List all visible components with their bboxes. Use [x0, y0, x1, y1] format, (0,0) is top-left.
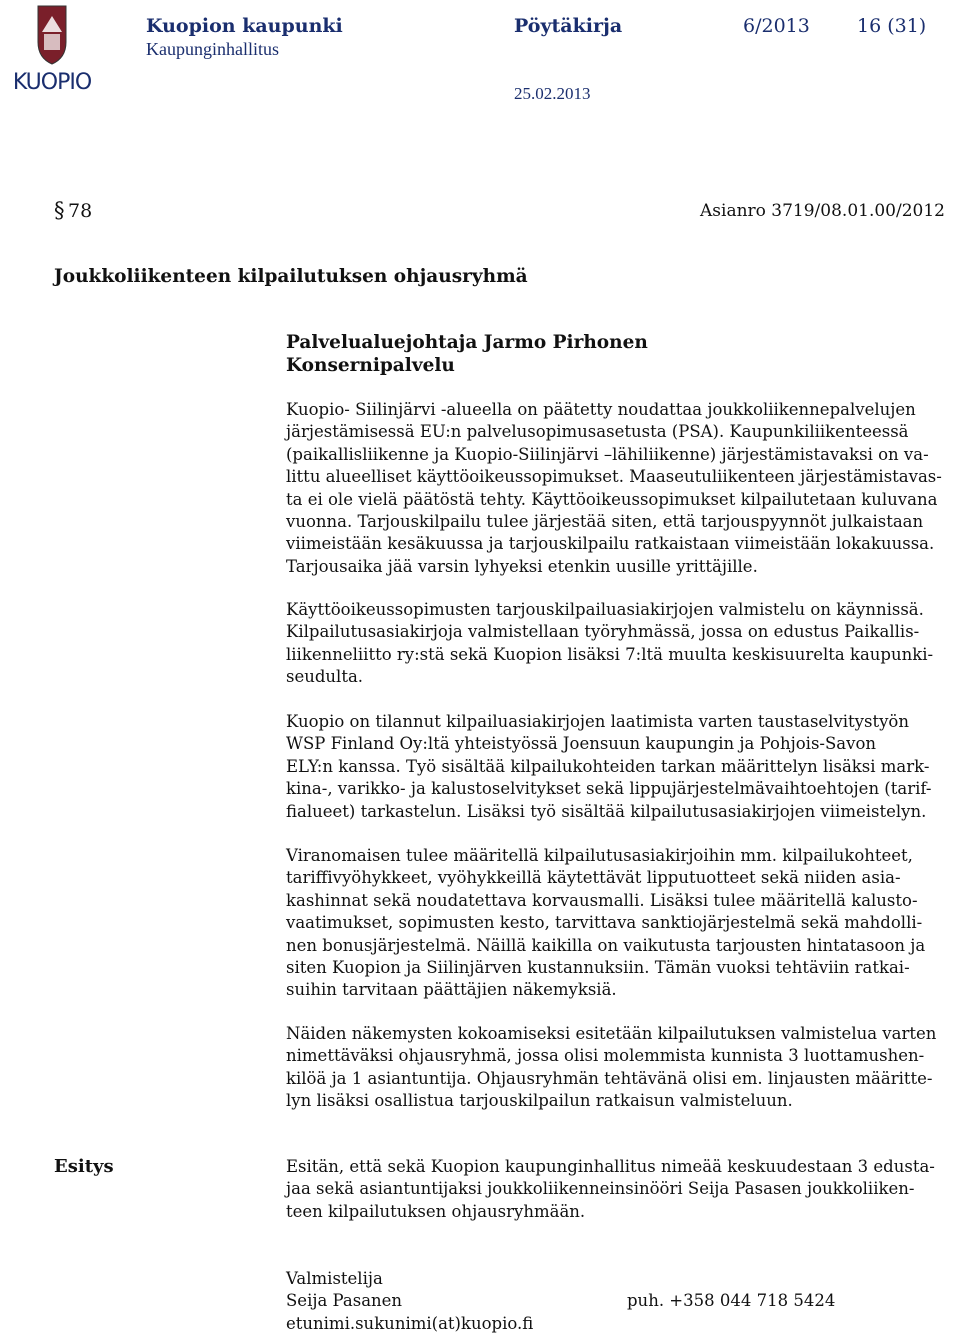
org-name: Kuopion kaupunki [146, 15, 343, 37]
paragraph-5: Näiden näkemysten kokoamiseksi esitetään kilpailutuksen valmistelua varten nimettäväksi ohjausryhmä, jossa olisi molemmista kunnista 3 luottamushen- kilöä ja 1 asiantuntija. Ohjausryhmän tehtävänä olisi em. linjausten määritte- lyn lisäksi osallistua tarjouskilpailun ratkaisun valmisteluun. [286, 1024, 937, 1111]
esitys-text: Esitän, että sekä Kuopion kaupunginhallitus nimeää keskuudestaan 3 edusta- jaa sekä asiantuntijaksi joukkoliikenneinsinööri Seija Pasasen joukkoliiken- teen kilpailutuksen ohjausryhmään. [286, 1157, 935, 1221]
paragraph-1: Kuopio- Siilinjärvi -alueella on päätetty noudattaa joukkoliikennepalvelujen järjestämisessä EU:n palvelusopimusasetusta (PSA). Kaupunkiliikenteessä (paikallisliikenne ja Kuopio-Siilinjärvi –lähiliikenne) järjestämistavaksi on va- littu alueelliset käyttöoikeussopimukset. Maaseutuliikenteen järjestämistavas- ta ei ole vielä päätöstä tehty. Käyttöoikeussopimukset kilpailutetaan kuluvana vuonna. Tarjouskilpailu tulee järjestää siten, että tarjouspyynnöt julkaistaan viimeistään kesäkuussa ja tarjouskilpailu ratkaistaan viimeistään lokakuussa. Tarjousaika jää varsin lyhyeksi etenkin uusille yrittäjille. [286, 400, 942, 576]
section-title: Joukkoliikenteen kilpailutuksen ohjausryhmä [54, 266, 528, 287]
contact-block [286, 1268, 533, 1335]
case-number: Asianro 3719/08.01.00/2012 [700, 201, 945, 221]
body-name: Kaupunginhallitus [146, 39, 279, 59]
meeting-date: 25.02.2013 [514, 84, 591, 103]
preparer-unit: Konsernipalvelu [286, 355, 455, 376]
kuopio-logo [4, 2, 100, 98]
meeting-number: 6/2013 [743, 15, 810, 37]
paragraph-2: Käyttöoikeussopimusten tarjouskilpailuasiakirjojen valmistelu on käynnissä. Kilpailutusasiakirjoja valmistellaan työryhmässä, jossa on edustus Paikallis- liikenneliitto ry:stä sekä Kuopion lisäksi 7:ltä muulta keskisuurelta kaupunki- seudulta. [286, 600, 934, 687]
section-number: 78 [68, 200, 93, 222]
preparer-title: Palvelualuejohtaja Jarmo Pirhonen [286, 332, 648, 353]
doc-type: Pöytäkirja [514, 15, 623, 37]
page-number: 16 (31) [857, 15, 927, 37]
paragraph-3: Kuopio on tilannut kilpailuasiakirjojen laatimista varten taustaselvitystyön WSP Finland Oy:ltä yhteistyössä Joensuun kaupungin ja Pohjois-Savon ELY:n kanssa. Työ sisältää kilpailukohteiden tarkan määrittelyn lisäksi mark- kina-, varikko- ja kalustoselvitykset sekä lippujärjestelmävaihtoehtojen (tarif- fialueet) tarkastelun. Lisäksi työ sisältää kilpailutusasiakirjojen viimeistelyn. [286, 712, 932, 821]
svg-text:KUOPIO: KUOPIO [12, 70, 92, 95]
contact-phone: puh. +358 044 718 5424 [627, 1291, 836, 1310]
contact-name: Seija Pasanen [286, 1291, 403, 1311]
contact-role: Valmistelija [286, 1269, 383, 1288]
section-sign-icon: § [54, 198, 65, 222]
paragraph-4: Viranomaisen tulee määritellä kilpailutusasiakirjoihin mm. kilpailukohteet, tariffivyöhykkeet, vyöhykkeillä käytettävät lipputuotteet sekä niiden asia- kashinnat sekä noudatettava korvausmalli. Lisäksi tulee määritellä kalusto- vaatimukset, sopimusten kesto, tarvittava sanktiojärjestelmä sekä mahdolli- nen bonusjärjestelmä. Näillä kaikilla on vaikutusta tarjousten hintatasoon ja siten Kuopion ja Siilinjärven kustannuksiin. Tämän vuoksi tehtäviin ratkai- suihin tarvitaan päättäjien näkemyksiä. [286, 846, 926, 1000]
contact-email: etunimi.sukunimi(at)kuopio.fi [286, 1313, 534, 1333]
esitys-label: Esitys [54, 1156, 114, 1177]
